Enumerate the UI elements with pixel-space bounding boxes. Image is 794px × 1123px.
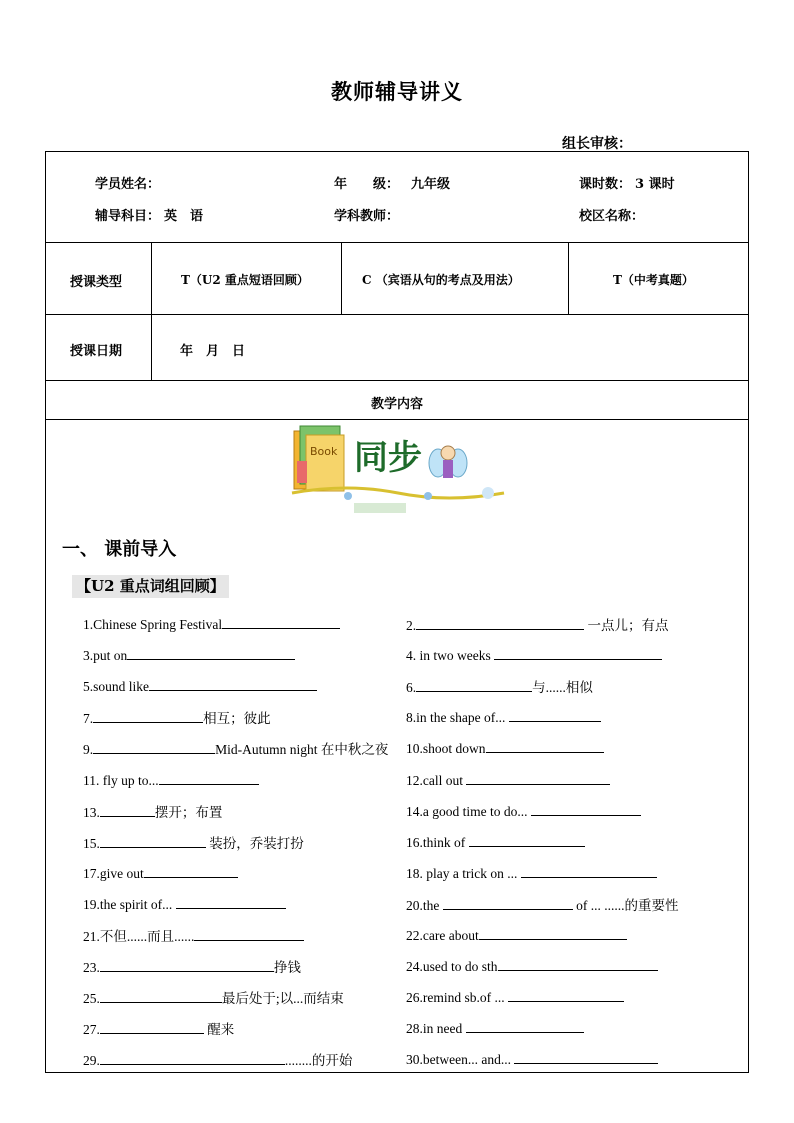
row-divider bbox=[46, 314, 748, 315]
phrase-meaning: 相互；彼此 bbox=[203, 711, 271, 727]
answer-blank[interactable] bbox=[93, 739, 215, 754]
phrase-text: 14.a good time to do... bbox=[406, 803, 531, 819]
course-type-label: 授课类型 bbox=[70, 275, 123, 290]
section-title: 一、 课前导入 bbox=[62, 539, 177, 560]
column-divider bbox=[568, 242, 569, 314]
answer-blank[interactable] bbox=[93, 708, 203, 723]
book-icon bbox=[294, 426, 344, 491]
grade-value: 九年级 bbox=[411, 177, 451, 192]
phrase-meaning: 与......相似 bbox=[532, 680, 593, 696]
answer-blank[interactable] bbox=[466, 770, 610, 785]
answer-blank[interactable] bbox=[100, 988, 222, 1003]
phrase-text: 12.call out bbox=[406, 772, 467, 788]
phrase-item bbox=[83, 614, 340, 633]
campus-label: 校区名称： bbox=[579, 209, 645, 224]
phrase-item bbox=[83, 770, 259, 789]
row-divider bbox=[46, 419, 748, 420]
answer-blank[interactable] bbox=[508, 987, 624, 1002]
phrase-item bbox=[83, 987, 344, 1007]
phrase-text: 6. bbox=[406, 680, 417, 696]
answer-blank[interactable] bbox=[509, 707, 601, 722]
hours-value: 3 课时 bbox=[635, 177, 675, 192]
phrase-text: 17.give out bbox=[83, 865, 144, 881]
phrase-text: 28.in need bbox=[406, 1021, 466, 1037]
phrase-text: 11. fly up to... bbox=[83, 772, 159, 788]
phrase-meaning: 一点儿；有点 bbox=[584, 618, 669, 633]
phrase-item bbox=[83, 707, 271, 727]
date-label: 授课日期 bbox=[70, 344, 123, 359]
grade-label: 年 级： bbox=[334, 177, 400, 192]
book-text: Book bbox=[310, 445, 338, 458]
phrase-text: 15. bbox=[83, 835, 100, 851]
group-leader-review-label: 组长审核： bbox=[562, 136, 632, 152]
answer-blank[interactable] bbox=[144, 863, 238, 878]
phrase-item bbox=[83, 1049, 352, 1069]
phrase-text: 16.think of bbox=[406, 834, 469, 850]
logo-reflection bbox=[354, 503, 406, 513]
phrase-text: 2. bbox=[406, 618, 417, 633]
answer-blank[interactable] bbox=[514, 1049, 658, 1064]
answer-blank[interactable] bbox=[222, 614, 340, 629]
phrase-item bbox=[406, 738, 604, 757]
answer-blank[interactable] bbox=[100, 1050, 285, 1065]
phrase-item bbox=[83, 738, 388, 758]
answer-blank[interactable] bbox=[149, 676, 317, 691]
answer-blank[interactable] bbox=[486, 738, 604, 753]
flower-icon bbox=[424, 492, 432, 500]
phrase-meaning: Mid-Autumn night 在中秋之夜 bbox=[215, 742, 389, 758]
phrase-item bbox=[406, 645, 662, 664]
phrase-text: 20.the bbox=[406, 897, 443, 913]
flower-icon bbox=[482, 487, 494, 499]
answer-blank[interactable] bbox=[159, 770, 259, 785]
subject-label: 辅导科目： bbox=[95, 209, 161, 224]
phrase-item bbox=[406, 987, 624, 1006]
answer-blank[interactable] bbox=[100, 802, 155, 817]
phrase-meaning: 摆开；布置 bbox=[154, 804, 223, 820]
phrase-meaning: 最后处于;以...而结束 bbox=[221, 991, 344, 1007]
phrase-text: 9. bbox=[83, 742, 94, 758]
phrase-meaning: 醒来 bbox=[203, 1022, 235, 1038]
phrase-text: 22.care about bbox=[406, 928, 479, 943]
phrase-item bbox=[83, 645, 295, 664]
phrase-item bbox=[83, 1018, 234, 1038]
phrase-item bbox=[406, 707, 601, 726]
phrase-item bbox=[83, 676, 317, 695]
flower-icon bbox=[344, 492, 352, 500]
course-type-t1: T（U2 重点短语回顾） bbox=[181, 273, 309, 287]
phrase-meaning: ........的开始 bbox=[284, 1053, 353, 1069]
phrase-item bbox=[406, 770, 610, 789]
phrase-item bbox=[83, 832, 304, 852]
teaching-content-label: 教学内容 bbox=[370, 397, 423, 412]
answer-blank[interactable] bbox=[479, 925, 627, 940]
phrase-item bbox=[406, 925, 627, 944]
answer-blank[interactable] bbox=[469, 832, 585, 847]
logo-main-text: 同步 bbox=[354, 438, 422, 478]
fairy-icon bbox=[429, 446, 467, 478]
phrase-text: 23. bbox=[83, 960, 100, 976]
phrase-item bbox=[406, 1018, 584, 1037]
phrase-text: 3.put on bbox=[83, 648, 128, 664]
phrase-text: 8.in the shape of... bbox=[406, 710, 509, 726]
answer-blank[interactable] bbox=[494, 645, 662, 660]
phrase-text: 18. play a trick on ... bbox=[406, 865, 521, 881]
answer-blank[interactable] bbox=[100, 833, 206, 848]
subject-value: 英 语 bbox=[164, 209, 204, 224]
answer-blank[interactable] bbox=[176, 894, 286, 909]
phrase-item bbox=[83, 956, 301, 976]
answer-blank[interactable] bbox=[100, 1019, 204, 1034]
course-type-t2: T（中考真题） bbox=[613, 273, 694, 287]
answer-blank[interactable] bbox=[100, 957, 274, 972]
phrase-item bbox=[406, 832, 585, 851]
phrase-text: 5.sound like bbox=[83, 679, 149, 695]
answer-blank[interactable] bbox=[416, 615, 584, 630]
answer-blank[interactable] bbox=[531, 801, 641, 816]
phrase-text: 24.used to do sth bbox=[406, 959, 498, 975]
phrase-text: 4. in two weeks bbox=[406, 648, 495, 664]
phrase-meaning: 装扮，乔装打扮 bbox=[205, 835, 304, 851]
answer-blank[interactable] bbox=[416, 677, 532, 692]
phrase-text: 21.不但......而且...... bbox=[83, 929, 195, 944]
phrase-item bbox=[83, 801, 222, 821]
decorative-vine bbox=[292, 488, 504, 498]
phrase-text: 29. bbox=[83, 1053, 100, 1069]
teacher-label: 学科教师： bbox=[334, 209, 400, 224]
column-divider bbox=[151, 242, 152, 380]
phrase-item bbox=[406, 863, 657, 882]
phrase-item bbox=[406, 676, 593, 696]
sync-logo bbox=[288, 423, 510, 515]
row-divider bbox=[46, 380, 748, 381]
phrase-text: 25. bbox=[83, 991, 100, 1007]
answer-blank[interactable] bbox=[521, 863, 657, 878]
course-type-c: C （宾语从句的考点及用法） bbox=[362, 273, 520, 287]
phrase-item bbox=[406, 894, 679, 914]
phrase-item bbox=[83, 925, 304, 945]
column-divider bbox=[341, 242, 342, 314]
phrase-item bbox=[406, 1049, 658, 1068]
answer-blank[interactable] bbox=[194, 926, 304, 941]
subsection-title: 【U2 重点词组回顾】 bbox=[72, 575, 229, 598]
answer-blank[interactable] bbox=[466, 1018, 584, 1033]
phrase-item bbox=[83, 863, 238, 882]
phrase-item bbox=[83, 894, 286, 913]
phrase-text: 1.Chinese Spring Festival bbox=[83, 617, 223, 632]
phrase-text: 27. bbox=[83, 1022, 100, 1038]
lesson-table bbox=[45, 151, 749, 1073]
date-value: 年 月 日 bbox=[180, 344, 246, 359]
phrase-meaning: 挣钱 bbox=[273, 960, 301, 976]
answer-blank[interactable] bbox=[127, 645, 295, 660]
answer-blank[interactable] bbox=[443, 895, 573, 910]
page-title: 教师辅导讲义 bbox=[331, 79, 463, 104]
phrase-text: 19.the spirit of... bbox=[83, 896, 176, 912]
phrase-text: 13. bbox=[83, 804, 100, 820]
answer-blank[interactable] bbox=[498, 956, 658, 971]
phrase-item bbox=[406, 801, 641, 820]
phrase-text: 7. bbox=[83, 711, 94, 727]
phrase-text: 10.shoot down bbox=[406, 741, 486, 757]
phrase-item bbox=[406, 614, 669, 634]
phrase-text: 26.remind sb.of ... bbox=[406, 990, 508, 1006]
phrase-item bbox=[406, 956, 658, 975]
phrase-meaning: of ... ......的重要性 bbox=[572, 897, 679, 913]
student-name-label: 学员姓名： bbox=[95, 177, 161, 192]
hours-label: 课时数： bbox=[579, 177, 632, 192]
phrase-text: 30.between... and... bbox=[406, 1052, 515, 1068]
